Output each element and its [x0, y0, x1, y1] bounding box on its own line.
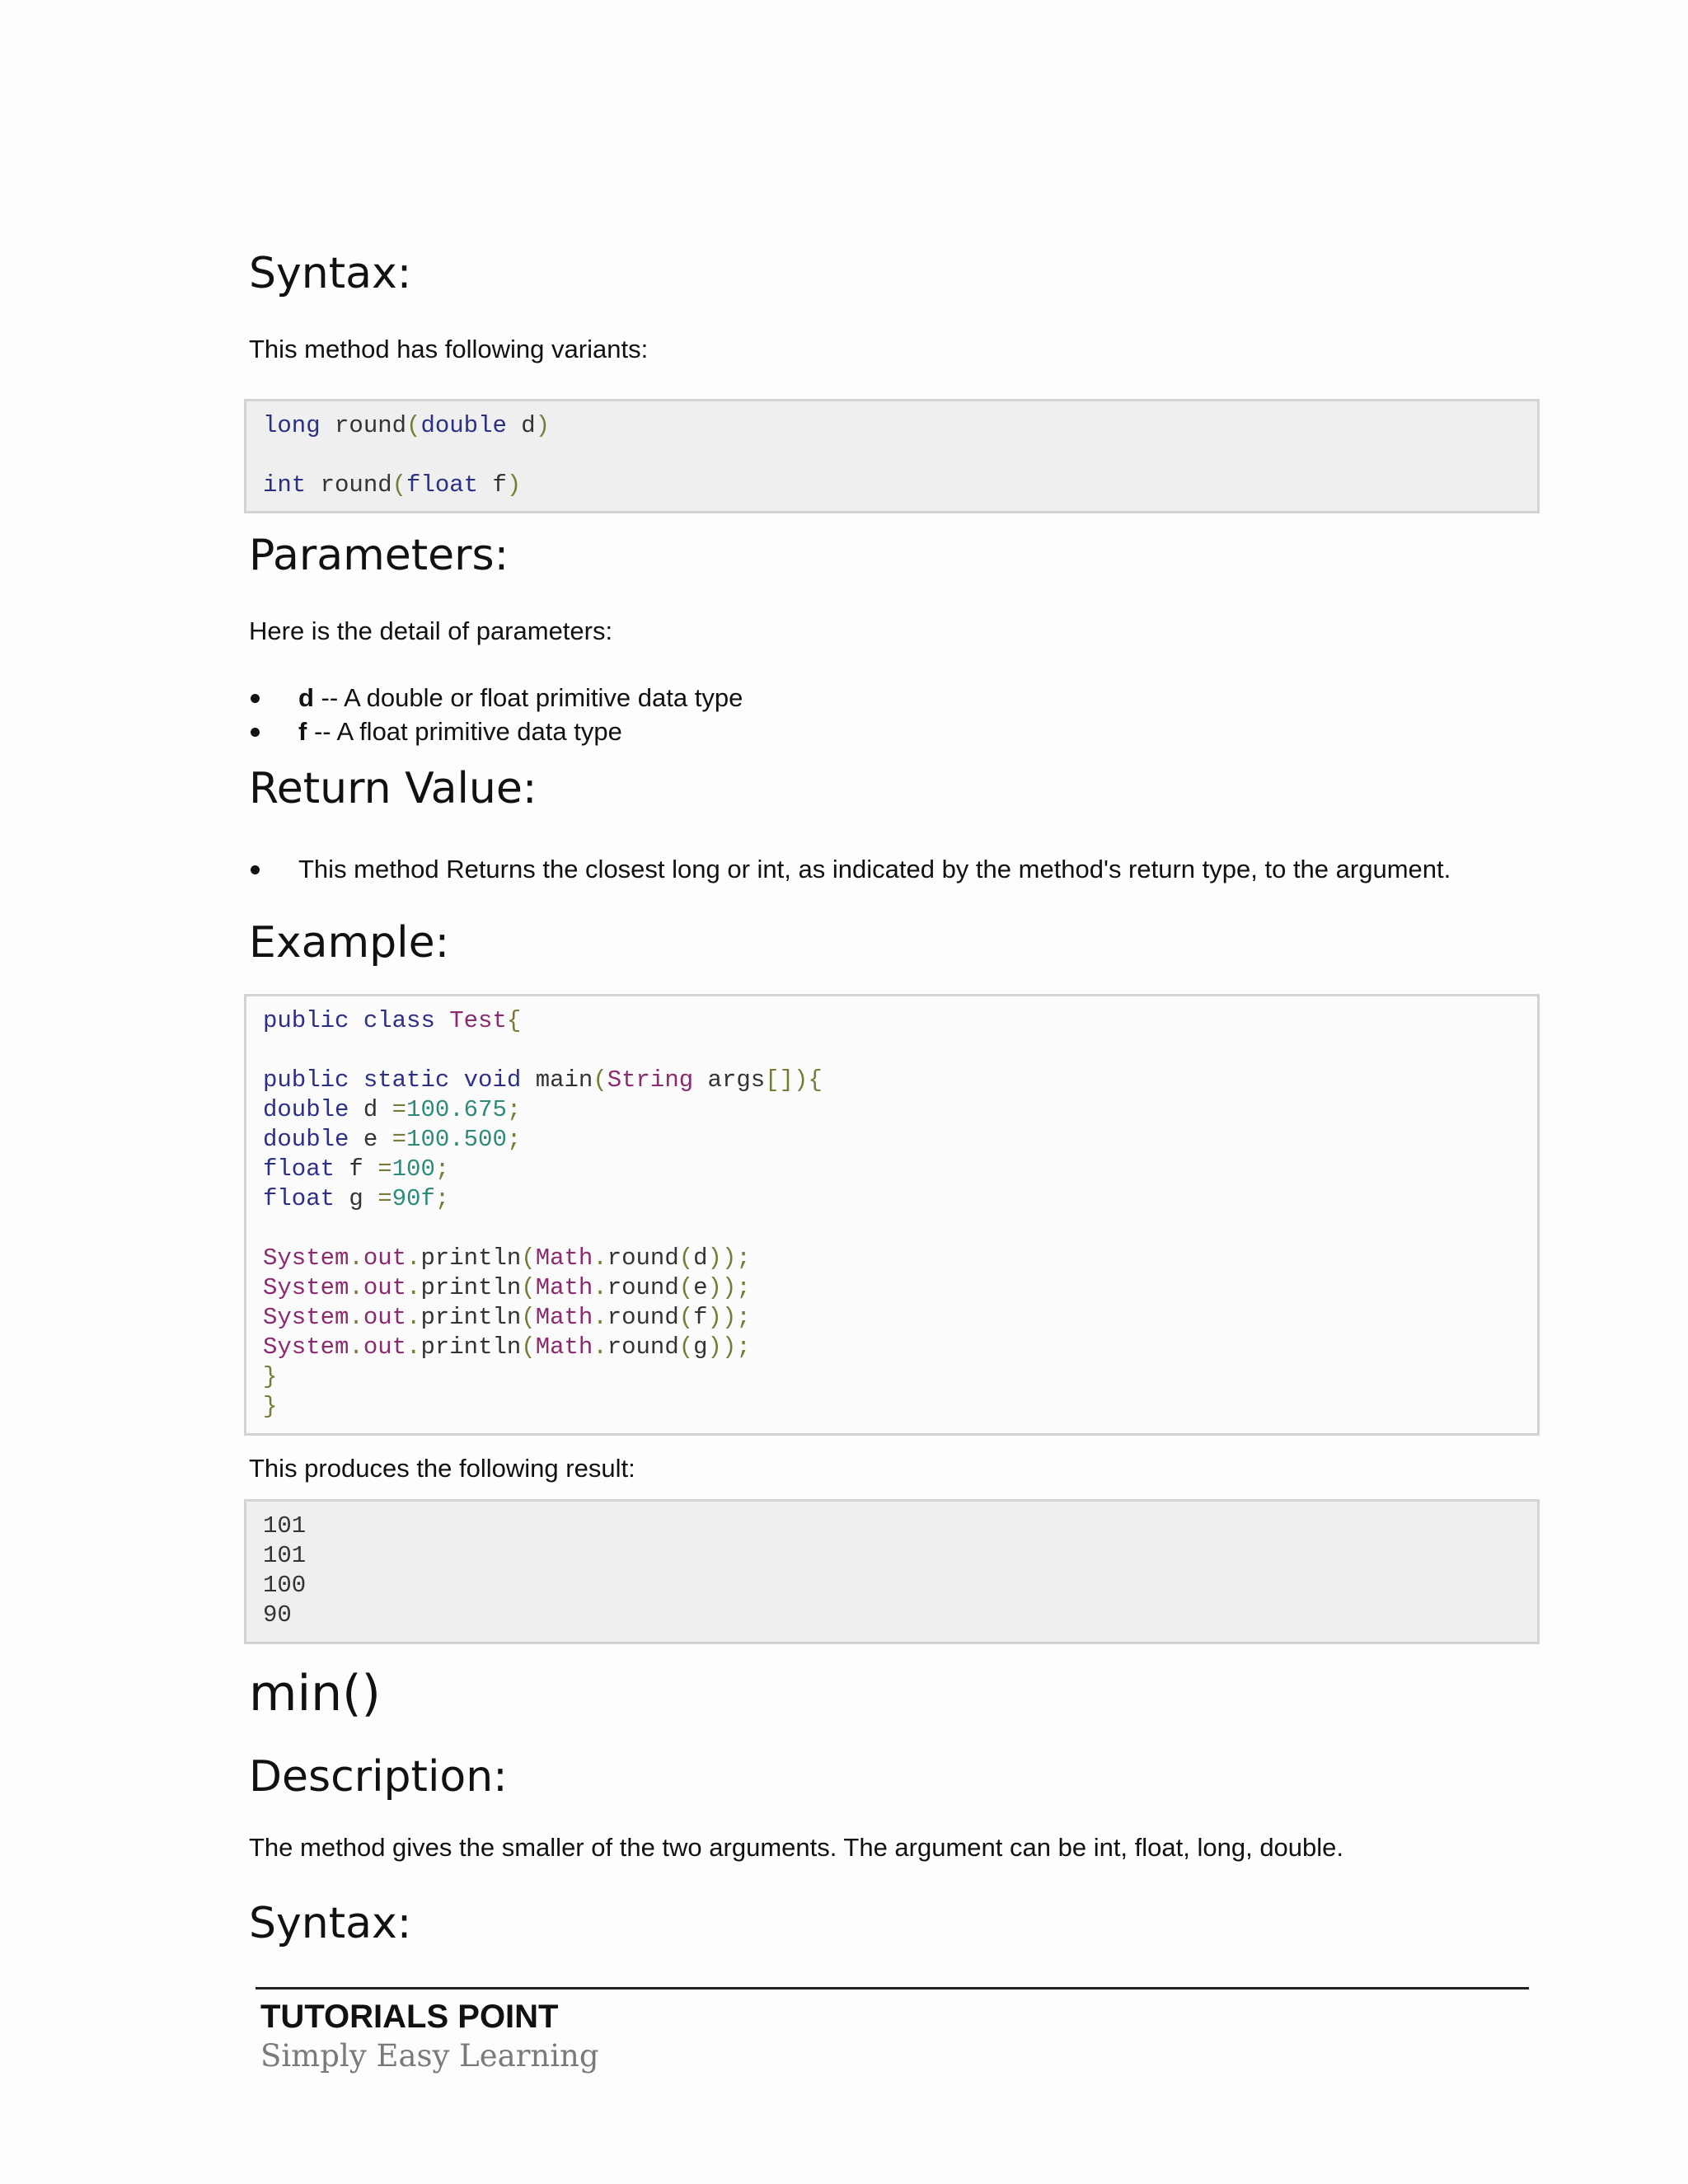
parameters-list — [249, 681, 743, 748]
code-line: System.out.println(Math.round(d)); — [263, 1244, 751, 1272]
code-line: double d =100.675; — [263, 1096, 522, 1123]
result-intro: This produces the following result: — [249, 1454, 635, 1483]
param-desc: -- A double or float primitive data type — [313, 683, 743, 712]
syntax-heading: Syntax: — [249, 249, 412, 298]
footer-tagline: Simply Easy Learning — [260, 2038, 599, 2074]
param-name: d — [298, 683, 314, 712]
parameters-heading: Parameters: — [249, 531, 509, 580]
example-heading: Example: — [249, 918, 450, 968]
return-value-list — [249, 852, 1451, 886]
output-line: 90 — [263, 1601, 292, 1629]
code-line: } — [263, 1363, 278, 1390]
description-heading: Description: — [249, 1752, 508, 1802]
code-blank-line — [263, 441, 1537, 471]
return-value-heading: Return Value: — [249, 764, 537, 813]
syntax-intro: This method has following variants: — [249, 335, 649, 363]
code-line: double e =100.500; — [263, 1126, 522, 1153]
code-blank-line — [263, 1214, 1537, 1244]
code-line: long round(double d) — [263, 412, 551, 439]
min-heading: min() — [249, 1665, 381, 1722]
list-item — [249, 715, 743, 748]
output-line: 101 — [263, 1542, 307, 1569]
parameters-intro: Here is the detail of parameters: — [249, 616, 613, 645]
param-name: f — [298, 717, 307, 746]
footer-divider — [256, 1987, 1529, 1990]
footer-brand: TUTORIALS POINT — [260, 1999, 559, 2035]
code-line: int round(float f) — [263, 471, 522, 499]
list-item: This method Returns the closest long or int, as indicated by the method's return type, to the argument. — [249, 852, 1451, 886]
code-line: } — [263, 1393, 278, 1420]
example-code-block — [244, 994, 1540, 1436]
code-line: float f =100; — [263, 1155, 450, 1183]
code-blank-line — [263, 1036, 1537, 1066]
code-line: public static void main(String args[]){ — [263, 1066, 823, 1094]
code-line: float g =90f; — [263, 1185, 450, 1212]
output-line: 100 — [263, 1572, 307, 1599]
output-line: 101 — [263, 1512, 307, 1540]
param-desc: -- A float primitive data type — [307, 717, 622, 746]
code-line: public class Test{ — [263, 1007, 522, 1034]
code-line: System.out.println(Math.round(e)); — [263, 1274, 751, 1301]
description-text: The method gives the smaller of the two arguments. The argument can be int, float, long, double. — [249, 1833, 1344, 1862]
syntax-heading-2: Syntax: — [249, 1899, 412, 1948]
list-item — [249, 681, 743, 715]
syntax-code-block — [244, 399, 1540, 513]
result-output-block — [244, 1499, 1540, 1644]
code-line: System.out.println(Math.round(g)); — [263, 1333, 751, 1361]
code-line: System.out.println(Math.round(f)); — [263, 1304, 751, 1331]
